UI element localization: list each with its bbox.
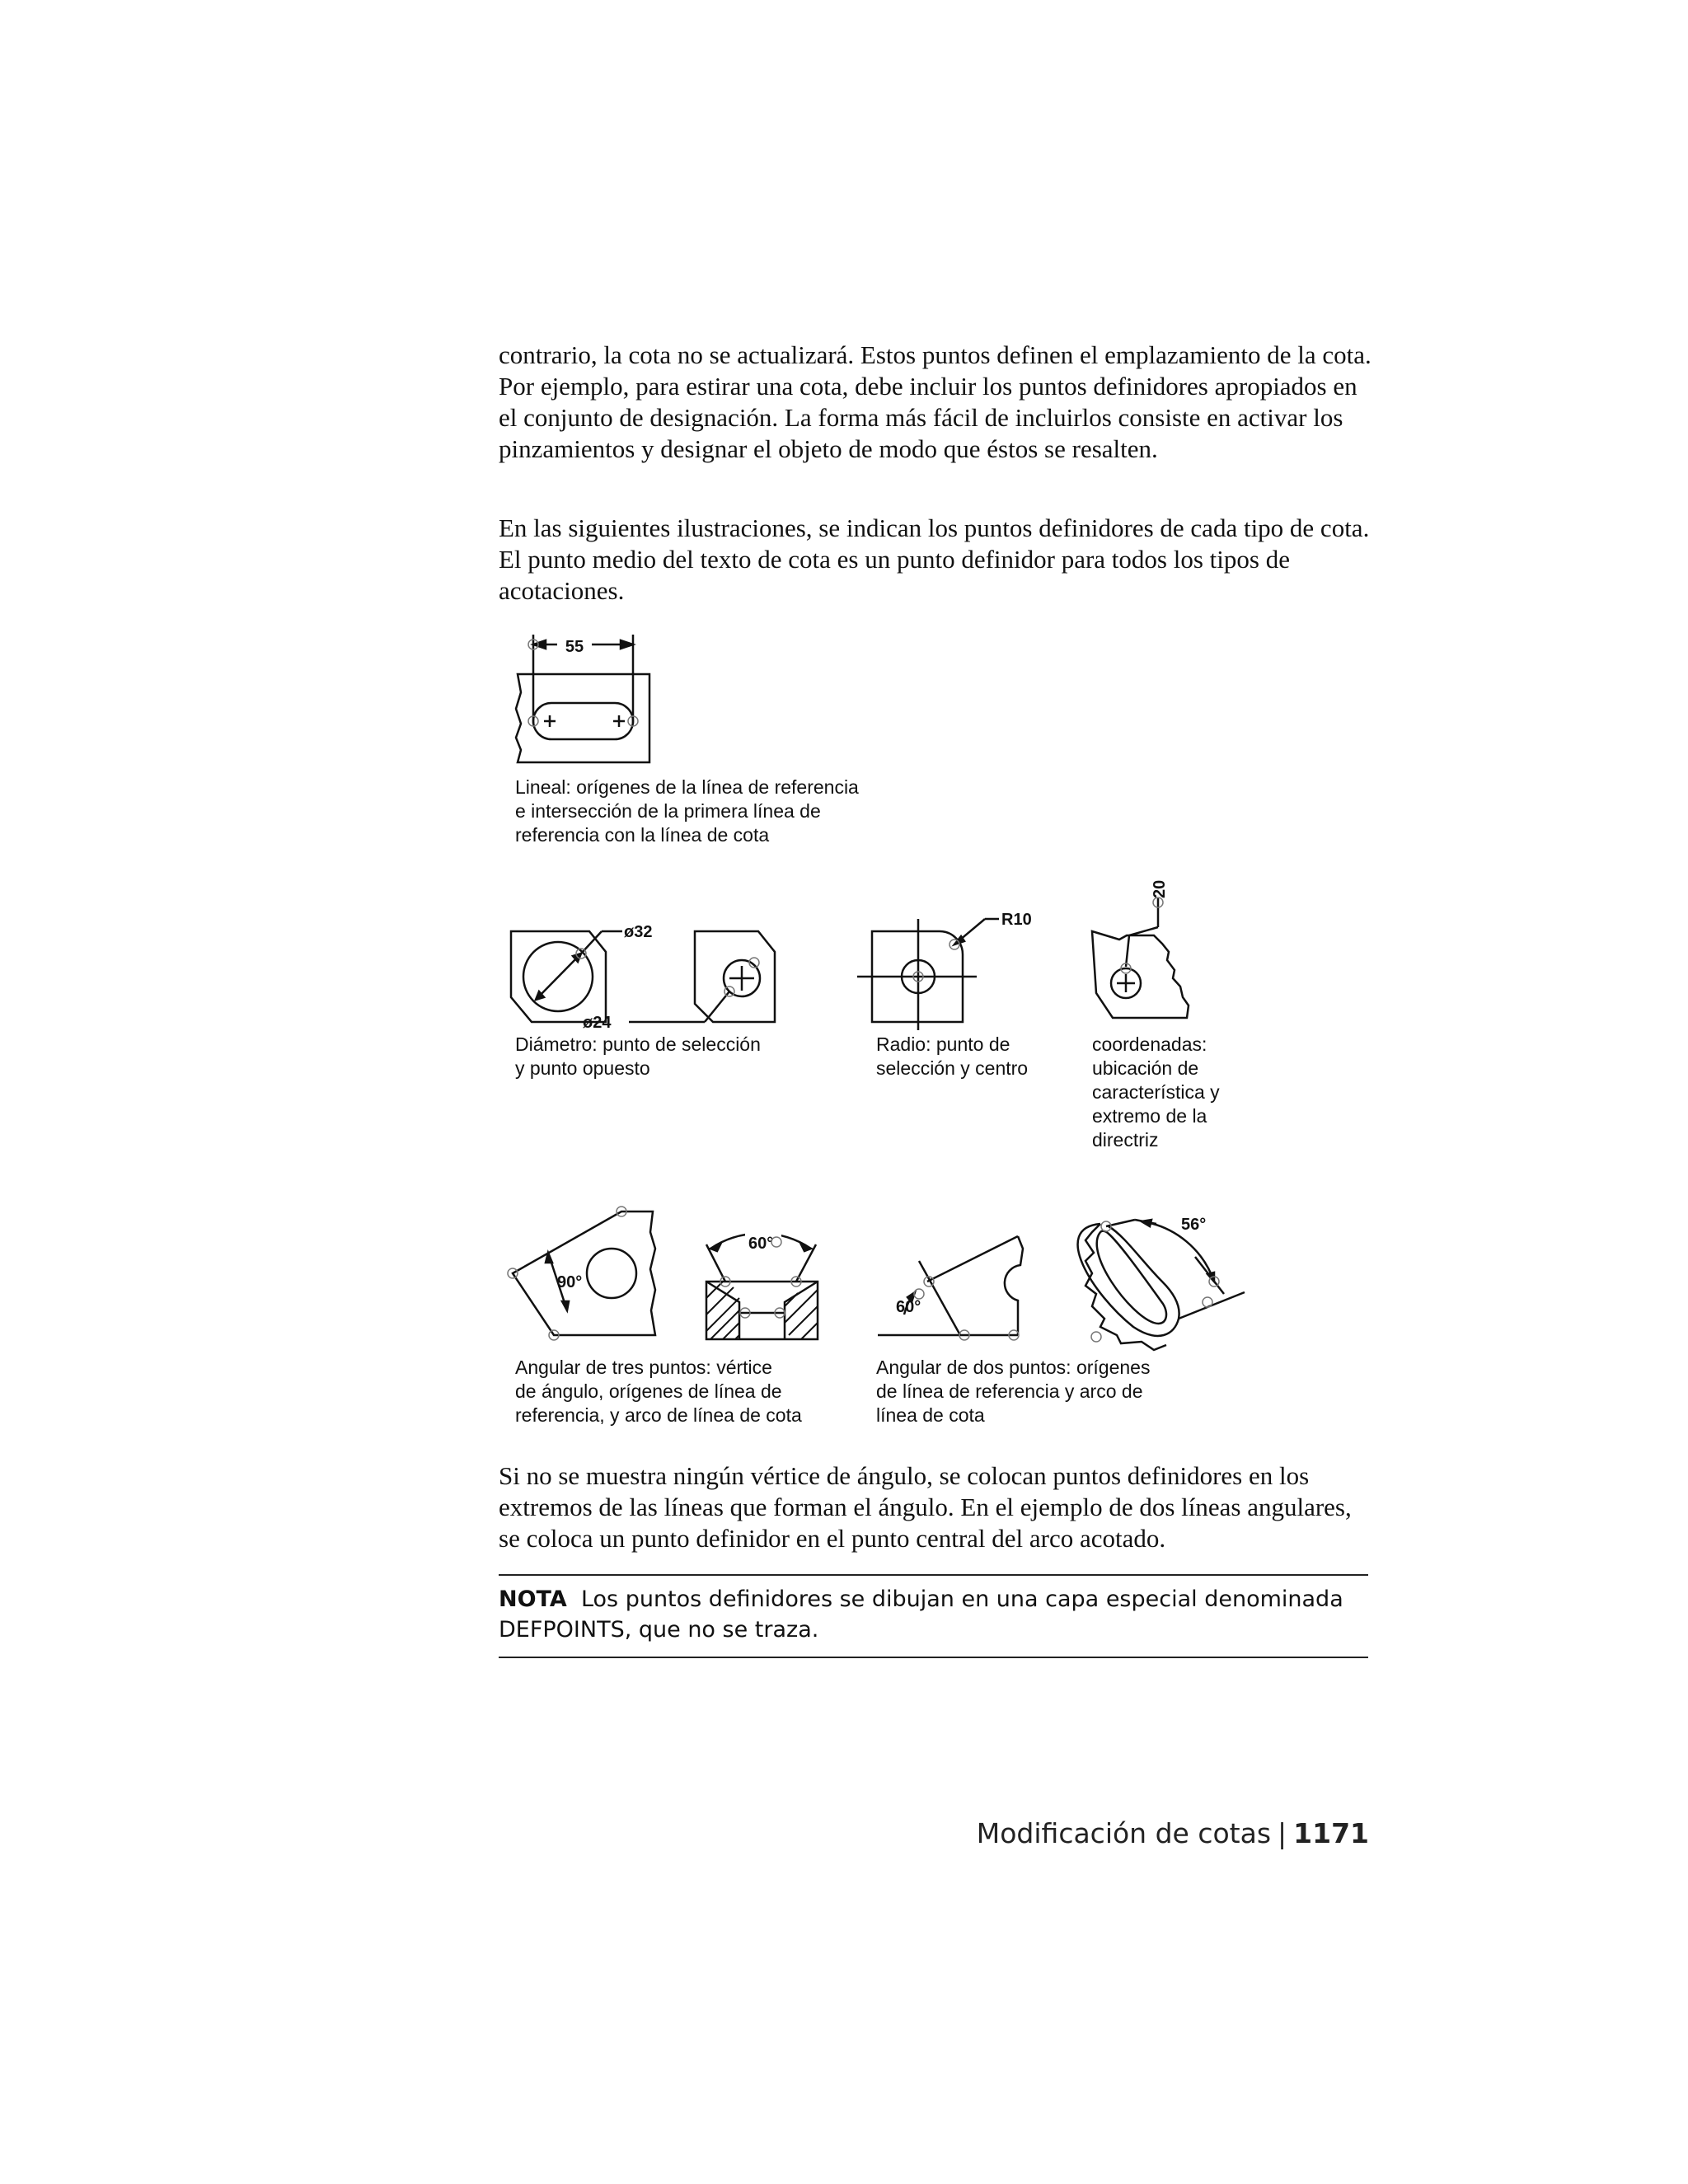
note-box (499, 1574, 1368, 1658)
linear-dim-label: 55 (565, 638, 584, 656)
radius-dimension-figure (857, 898, 1039, 1038)
caption-radius: Radio: punto de selección y centro (876, 1033, 1029, 1079)
body-paragraph-2: En las siguientes ilustraciones, se indican los puntos definidores de cada tipo de cota. El punto medio del texto de cota es un punto definidor para todos los tipos de acotaciones. (499, 513, 1370, 605)
ordinate-label: 20 (1151, 879, 1169, 898)
linear-dimension-figure (503, 626, 668, 775)
angular2-label-b: 56° (1181, 1216, 1207, 1234)
caption-ordinate: coordenadas: ubicación de característica y extremo de la directriz (1092, 1033, 1220, 1151)
body-paragraph-1: contrario, la cota no se actualizará. Estos puntos definen el emplazamiento de la cota. Por ejemplo, para estirar una cota, debe incluir los puntos definidores apropiados en el conjunto de designación. La forma más fácil de incluirlos consiste en activar los pinzamientos y designar el objeto de modo que éstos se resalten. (499, 340, 1372, 463)
caption-angular2: Angular de dos puntos: orígenes de línea de referencia y arco de línea de cota (876, 1357, 1151, 1426)
footer-separator: | (1278, 1817, 1287, 1849)
footer-section-title: Modificación de cotas (976, 1817, 1272, 1849)
page-number: 1171 (1293, 1817, 1369, 1849)
page-footer (977, 1817, 1369, 1849)
radius-label: R10 (1001, 911, 1032, 929)
body-paragraph-3: Si no se muestra ningún vértice de ángulo, se colocan puntos definidores en los extremos de las líneas que forman el ángulo. En el ejemplo de dos líneas angulares, se coloca un punto definidor en el punto central del arco acotado. (499, 1461, 1352, 1553)
diameter-label-b: ø24 (583, 1014, 612, 1032)
ordinate-dimension-figure (1080, 869, 1220, 1034)
angular-two-point-figure (870, 1203, 1257, 1352)
angular2-label-a: 60° (896, 1298, 921, 1316)
angular3-label-a: 90° (557, 1273, 583, 1291)
note-keyword: NOTA (499, 1586, 567, 1612)
note-text: Los puntos definidores se dibujan en una capa especial denominada DEFPOINTS, que no se traza. (499, 1586, 1343, 1643)
caption-diameter: Diámetro: punto de selección y punto opuesto (515, 1033, 761, 1079)
angular3-label-b: 60° (748, 1235, 774, 1253)
angular-three-point-figure (504, 1199, 834, 1352)
diameter-dimension-figure (507, 915, 804, 1038)
caption-angular3: Angular de tres puntos: vértice de ángulo, orígenes de línea de referencia, y arco de línea de cota (515, 1357, 802, 1426)
caption-linear: Lineal: orígenes de la línea de referencia e intersección de la primera línea de referencia con la línea de cota (515, 776, 859, 846)
diameter-label-a: ø32 (624, 923, 653, 941)
